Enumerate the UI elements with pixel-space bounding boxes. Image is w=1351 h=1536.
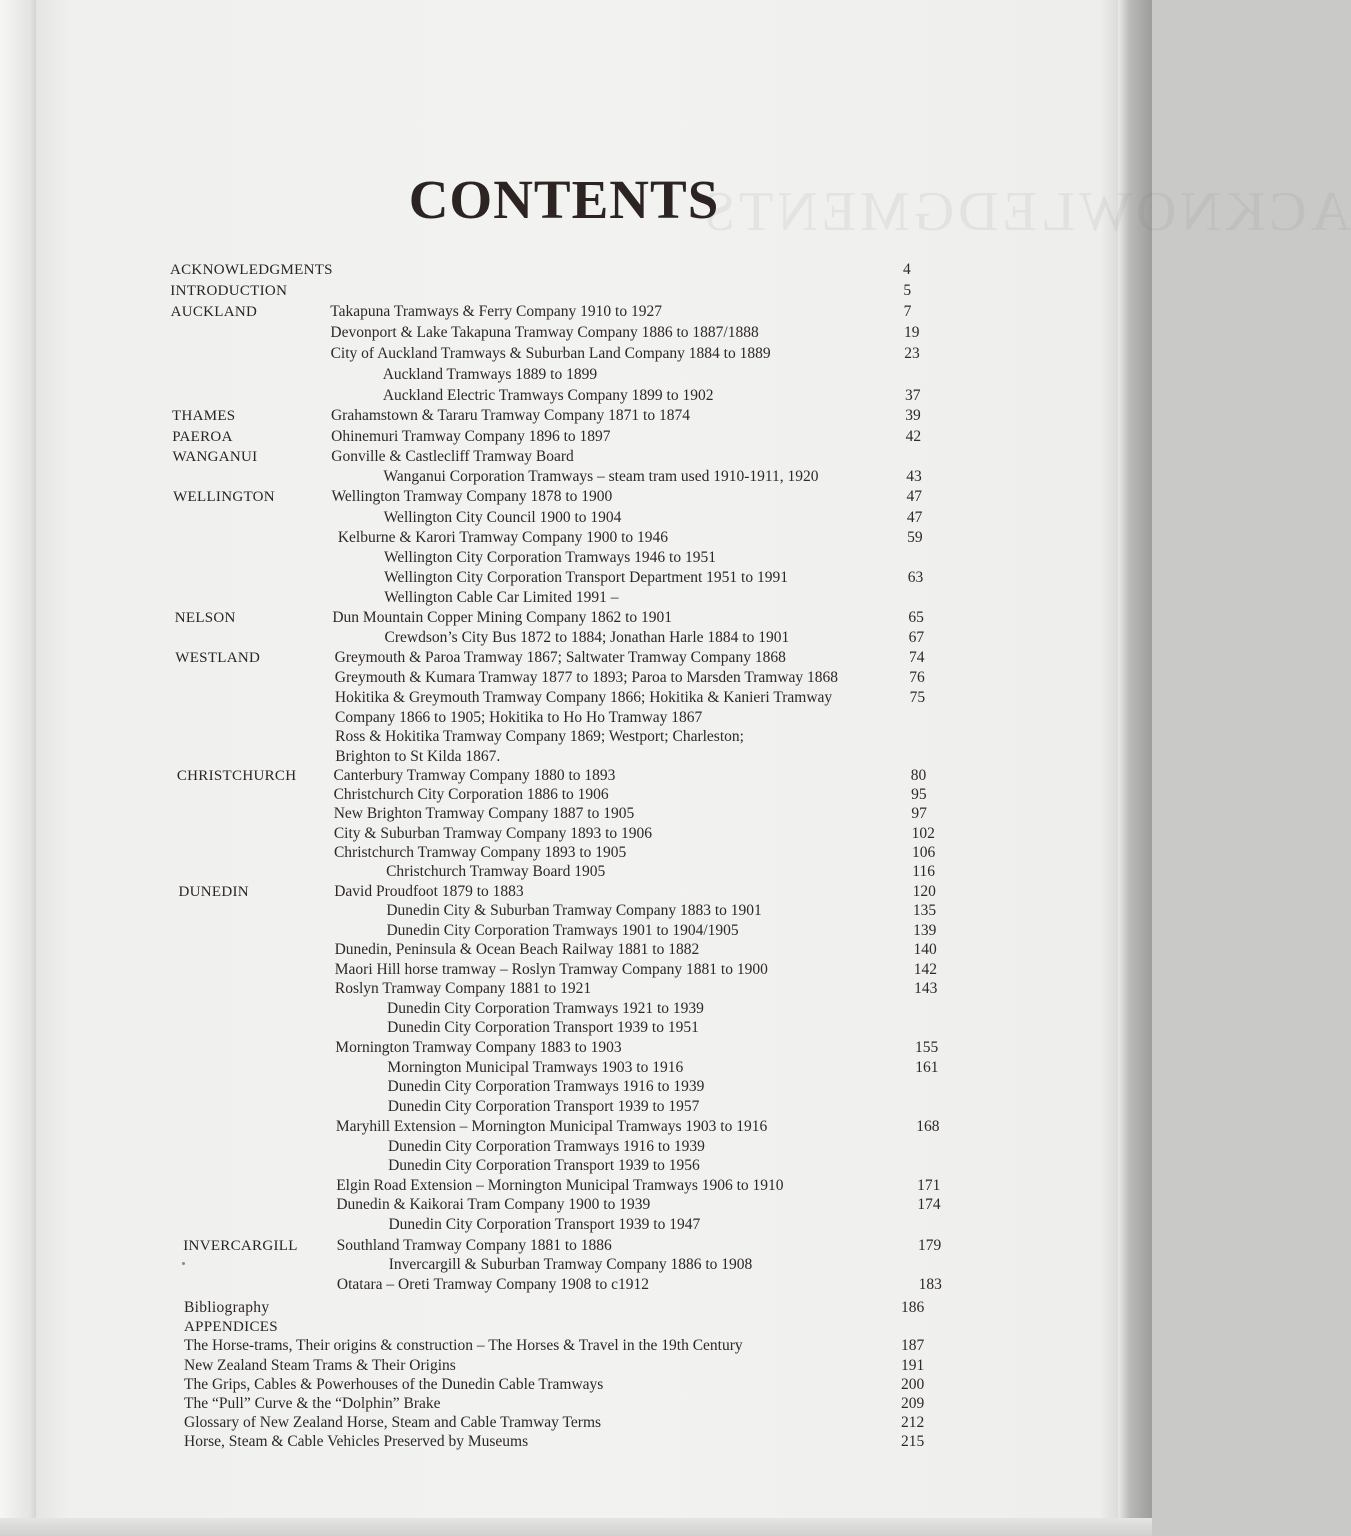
toc-page-number: 7 (903, 303, 912, 320)
toc-row (0, 1195, 1152, 1215)
toc-row (0, 1432, 1152, 1452)
toc-row (0, 1413, 1152, 1433)
toc-entry-title: Dunedin City Corporation Transport 1939 to 1957 (387, 1098, 700, 1115)
toc-section-heading: CHRISTCHURCH (176, 768, 297, 784)
toc-entry-title: Gonville & Castlecliff Tramway Board (331, 448, 574, 465)
toc-page-number: 143 (914, 980, 938, 997)
toc-entry-title: Canterbury Tramway Company 1880 to 1893 (333, 767, 616, 784)
toc-page-number: 39 (905, 407, 921, 424)
toc-page-number: 171 (917, 1177, 941, 1194)
toc-page-number: 200 (901, 1376, 925, 1393)
toc-page-number: 179 (918, 1237, 942, 1254)
toc-entry-title: Ross & Hokitika Tramway Company 1869; Westport; Charleston; (335, 728, 744, 745)
toc-entry-title: Dunedin City & Suburban Tramway Company 1883 to 1901 (386, 902, 762, 919)
toc-entry-title: Company 1866 to 1905; Hokitika to Ho Ho Tramway 1867 (335, 709, 703, 726)
toc-row (0, 921, 1152, 941)
toc-row (0, 688, 1152, 708)
toc-page-number: 4 (903, 261, 911, 278)
toc-page-number: 75 (909, 689, 926, 706)
toc-row (0, 260, 1152, 280)
toc-row (0, 940, 1152, 960)
toc-row (0, 568, 1152, 588)
toc-section-heading: AUCKLAND (170, 304, 258, 320)
toc-entry-title: Christchurch Tramway Board 1905 (386, 863, 606, 880)
toc-row (0, 648, 1152, 668)
toc-section-heading: INTRODUCTION (170, 283, 288, 299)
toc-page-number: 47 (906, 488, 922, 505)
toc-page-number: 174 (917, 1196, 941, 1213)
toc-entry-title: Horse, Steam & Cable Vehicles Preserved by Museums (184, 1433, 529, 1450)
toc-section-heading: DUNEDIN (178, 884, 249, 900)
toc-row (0, 708, 1152, 728)
toc-row (0, 386, 1152, 406)
toc-row (0, 365, 1152, 385)
toc-entry-title: Wellington Cable Car Limited 1991 – (384, 589, 619, 606)
toc-page-number: 135 (912, 902, 937, 919)
toc-page-number: 80 (910, 767, 927, 784)
toc-row (0, 1097, 1152, 1117)
toc-entry-title: Dunedin City Corporation Transport 1939 to 1951 (387, 1019, 699, 1036)
toc-row (0, 1137, 1152, 1157)
toc-section-heading: Bibliography (184, 1299, 270, 1316)
toc-entry-title: Christchurch City Corporation 1886 to 1906 (333, 786, 609, 803)
page-title: CONTENTS (408, 169, 720, 230)
toc-row (0, 302, 1152, 322)
toc-entry-title: Hokitika & Greymouth Tramway Company 1866; Hokitika & Kanieri Tramway (334, 689, 833, 706)
toc-section-heading: PAEROA (172, 429, 233, 445)
toc-page-number: 209 (901, 1395, 925, 1412)
toc-page-number: 67 (908, 629, 925, 646)
toc-entry-title: Glossary of New Zealand Horse, Steam and Cable Tramway Terms (184, 1414, 602, 1431)
toc-row (0, 785, 1152, 805)
toc-row (0, 487, 1152, 507)
toc-entry-title: Dunedin City Corporation Tramways 1916 to 1939 (387, 1138, 705, 1155)
toc-entry-title: Maryhill Extension – Mornington Municipal Tramways 1903 to 1916 (335, 1118, 768, 1135)
toc-row (0, 1058, 1152, 1078)
toc-entry-title: Greymouth & Paroa Tramway 1867; Saltwater Tramway Company 1868 (334, 649, 786, 666)
toc-row (0, 323, 1152, 343)
toc-entry-title: Dun Mountain Copper Mining Company 1862 to 1901 (332, 609, 673, 626)
toc-entry-title: Ohinemuri Tramway Company 1896 to 1897 (331, 428, 611, 445)
toc-entry-title: Dunedin City Corporation Tramways 1921 to 1939 (387, 1000, 704, 1017)
toc-entry-title: Mornington Tramway Company 1883 to 1903 (335, 1039, 622, 1056)
toc-entry-title: Takapuna Tramways & Ferry Company 1910 to 1927 (330, 303, 662, 320)
toc-entry-title: Crewdson’s City Bus 1872 to 1884; Jonathan Harle 1884 to 1901 (384, 629, 790, 646)
toc-entry-title: Roslyn Tramway Company 1881 to 1921 (334, 980, 592, 997)
toc-row (0, 281, 1152, 301)
toc-entry-title: New Brighton Tramway Company 1887 to 1905 (333, 805, 635, 822)
toc-row (0, 628, 1152, 648)
toc-page-number: 63 (907, 569, 924, 586)
toc-row (0, 508, 1152, 528)
toc-row (0, 766, 1152, 786)
toc-row (0, 1255, 1152, 1275)
toc-entry-title: Wellington Tramway Company 1878 to 1900 (331, 488, 613, 505)
toc-page-number: 191 (901, 1357, 925, 1374)
toc-row (0, 1236, 1152, 1256)
toc-row (0, 901, 1152, 921)
toc-entry-title: Greymouth & Kumara Tramway 1877 to 1893; Paroa to Marsden Tramway 1868 (334, 669, 839, 686)
toc-section-heading: NELSON (174, 610, 236, 626)
toc-page-number: 37 (904, 387, 921, 404)
toc-entry-title: Maori Hill horse tramway – Roslyn Tramway Company 1881 to 1900 (334, 961, 768, 978)
toc-entry-title: David Proudfoot 1879 to 1883 (334, 883, 524, 900)
toc-row (0, 960, 1152, 980)
toc-entry-title: Dunedin City Corporation Tramways 1901 to 1904/1905 (386, 922, 739, 939)
toc-row (0, 1394, 1152, 1414)
toc-entry-title: Auckland Tramways 1889 to 1899 (382, 366, 598, 383)
toc-row (0, 1356, 1152, 1376)
toc-entry-title: Wellington City Corporation Transport Department 1951 to 1991 (384, 569, 788, 586)
toc-page-number: 168 (916, 1118, 940, 1135)
toc-row (0, 727, 1152, 747)
toc-page-number: 155 (914, 1039, 939, 1056)
toc-section-heading: INVERCARGILL (183, 1238, 298, 1254)
toc-row (0, 747, 1152, 767)
toc-entry-title: Otatara – Oreti Tramway Company 1908 to c1912 (336, 1276, 649, 1293)
toc-entry-title: The “Pull” Curve & the “Dolphin” Brake (184, 1395, 441, 1412)
toc-entry-title: Elgin Road Extension – Mornington Municipal Tramways 1906 to 1910 (336, 1177, 784, 1194)
toc-page-number: 65 (908, 609, 924, 626)
toc-row (0, 406, 1152, 426)
toc-page-number: 120 (912, 883, 936, 900)
toc-page-number: 215 (901, 1433, 925, 1450)
toc-row (0, 804, 1152, 824)
toc-row (0, 548, 1152, 568)
toc-page-number: 139 (913, 922, 937, 939)
toc-page-number: 183 (918, 1276, 942, 1293)
toc-section-heading: WELLINGTON (173, 489, 275, 505)
toc-page-number: 116 (912, 863, 935, 880)
toc-entry-title: Wellington City Corporation Tramways 1946 to 1951 (383, 549, 716, 566)
toc-page-number: 142 (913, 961, 938, 978)
toc-row (0, 1038, 1152, 1058)
toc-section-heading: WESTLAND (175, 650, 261, 666)
toc-page-number: 42 (905, 428, 922, 445)
toc-entry-title: Dunedin City Corporation Tramways 1916 to 1939 (387, 1078, 705, 1095)
toc-row (0, 1156, 1152, 1176)
toc-page-number: 74 (908, 649, 925, 666)
toc-entry-title: Christchurch Tramway Company 1893 to 1905 (333, 844, 627, 861)
toc-row (0, 1298, 1152, 1318)
toc-page-number: 161 (915, 1059, 939, 1076)
toc-page-number: 186 (901, 1299, 925, 1316)
toc-row (0, 1176, 1152, 1196)
toc-entry-title: City of Auckland Tramways & Suburban Land Company 1884 to 1889 (330, 345, 771, 362)
toc-entry-title: Dunedin & Kaikorai Tram Company 1900 to 1939 (336, 1196, 651, 1213)
toc-row (0, 668, 1152, 688)
toc-page-number: 43 (906, 468, 922, 485)
toc-row (0, 999, 1152, 1019)
toc-row (0, 979, 1152, 999)
toc-entry-title: The Grips, Cables & Powerhouses of the Dunedin Cable Tramways (184, 1376, 604, 1393)
toc-row (0, 1275, 1152, 1295)
toc-page-number: 97 (911, 805, 927, 822)
toc-page-number: 102 (911, 825, 935, 842)
toc-row (0, 1077, 1152, 1097)
toc-entry-title: Brighton to St Kilda 1867. (335, 748, 501, 765)
toc-row (0, 1317, 1152, 1337)
toc-section-heading: ACKNOWLEDGMENTS (170, 262, 333, 278)
toc-section-heading: THAMES (171, 408, 236, 424)
toc-row (0, 588, 1152, 608)
show-through-text: ACKNOWLEDGMENTS (700, 181, 1351, 243)
toc-row (0, 447, 1152, 467)
toc-page-number: 19 (903, 324, 920, 341)
toc-row (0, 467, 1152, 487)
toc-page-number: 95 (911, 786, 927, 803)
toc-page-number: 59 (907, 529, 923, 546)
toc-row (0, 1018, 1152, 1038)
toc-section-heading: APPENDICES (184, 1319, 278, 1335)
toc-row (0, 862, 1152, 882)
toc-page-number: 212 (901, 1414, 925, 1431)
toc-page-number: 187 (901, 1337, 925, 1354)
toc-page-number: 140 (913, 941, 937, 958)
toc-row (0, 608, 1152, 628)
toc-entry-title: Dunedin City Corporation Transport 1939 to 1947 (388, 1216, 701, 1233)
toc-entry-title: Invercargill & Suburban Tramway Company 1886 to 1908 (388, 1256, 753, 1273)
toc-row (0, 1375, 1152, 1395)
toc-entry-title: Wellington City Council 1900 to 1904 (383, 509, 622, 526)
toc-page-number: 47 (906, 509, 923, 526)
toc-row (0, 1117, 1152, 1137)
toc-entry-title: Dunedin, Peninsula & Ocean Beach Railway 1881 to 1882 (334, 941, 700, 958)
paper-speck (182, 1262, 185, 1265)
toc-row (0, 344, 1152, 364)
toc-entry-title: The Horse-trams, Their origins & construction – The Horses & Travel in the 19th Century (184, 1337, 743, 1354)
toc-entry-title: Dunedin City Corporation Transport 1939 to 1956 (388, 1157, 700, 1174)
toc-entry-title: Devonport & Lake Takapuna Tramway Company 1886 to 1887/1888 (330, 324, 759, 341)
toc-entry-title: Kelburne & Karori Tramway Company 1900 to 1946 (337, 529, 669, 546)
toc-row (0, 843, 1152, 863)
toc-row (0, 1336, 1152, 1356)
toc-entry-title: Southland Tramway Company 1881 to 1886 (336, 1237, 612, 1254)
toc-section-heading: WANGANUI (172, 449, 258, 465)
toc-entry-title: Auckland Electric Tramways Company 1899 to 1902 (382, 387, 714, 404)
toc-entry-title: Wanganui Corporation Tramways – steam tram used 1910-1911, 1920 (383, 468, 819, 485)
toc-row (0, 427, 1152, 447)
toc-entry-title: New Zealand Steam Trams & Their Origins (184, 1357, 456, 1374)
toc-entry-title: City & Suburban Tramway Company 1893 to 1906 (333, 825, 653, 842)
toc-row (0, 1215, 1152, 1235)
toc-page-number: 76 (909, 669, 925, 686)
toc-row (0, 824, 1152, 844)
toc-page-number: 5 (903, 282, 912, 299)
toc-entry-title: Mornington Municipal Tramways 1903 to 1916 (387, 1059, 684, 1076)
toc-page-number: 106 (911, 844, 936, 861)
toc-entry-title: Grahamstown & Tararu Tramway Company 1871 to 1874 (330, 407, 690, 424)
toc-row (0, 882, 1152, 902)
toc-page-number: 23 (904, 345, 920, 362)
toc-row (0, 528, 1152, 548)
